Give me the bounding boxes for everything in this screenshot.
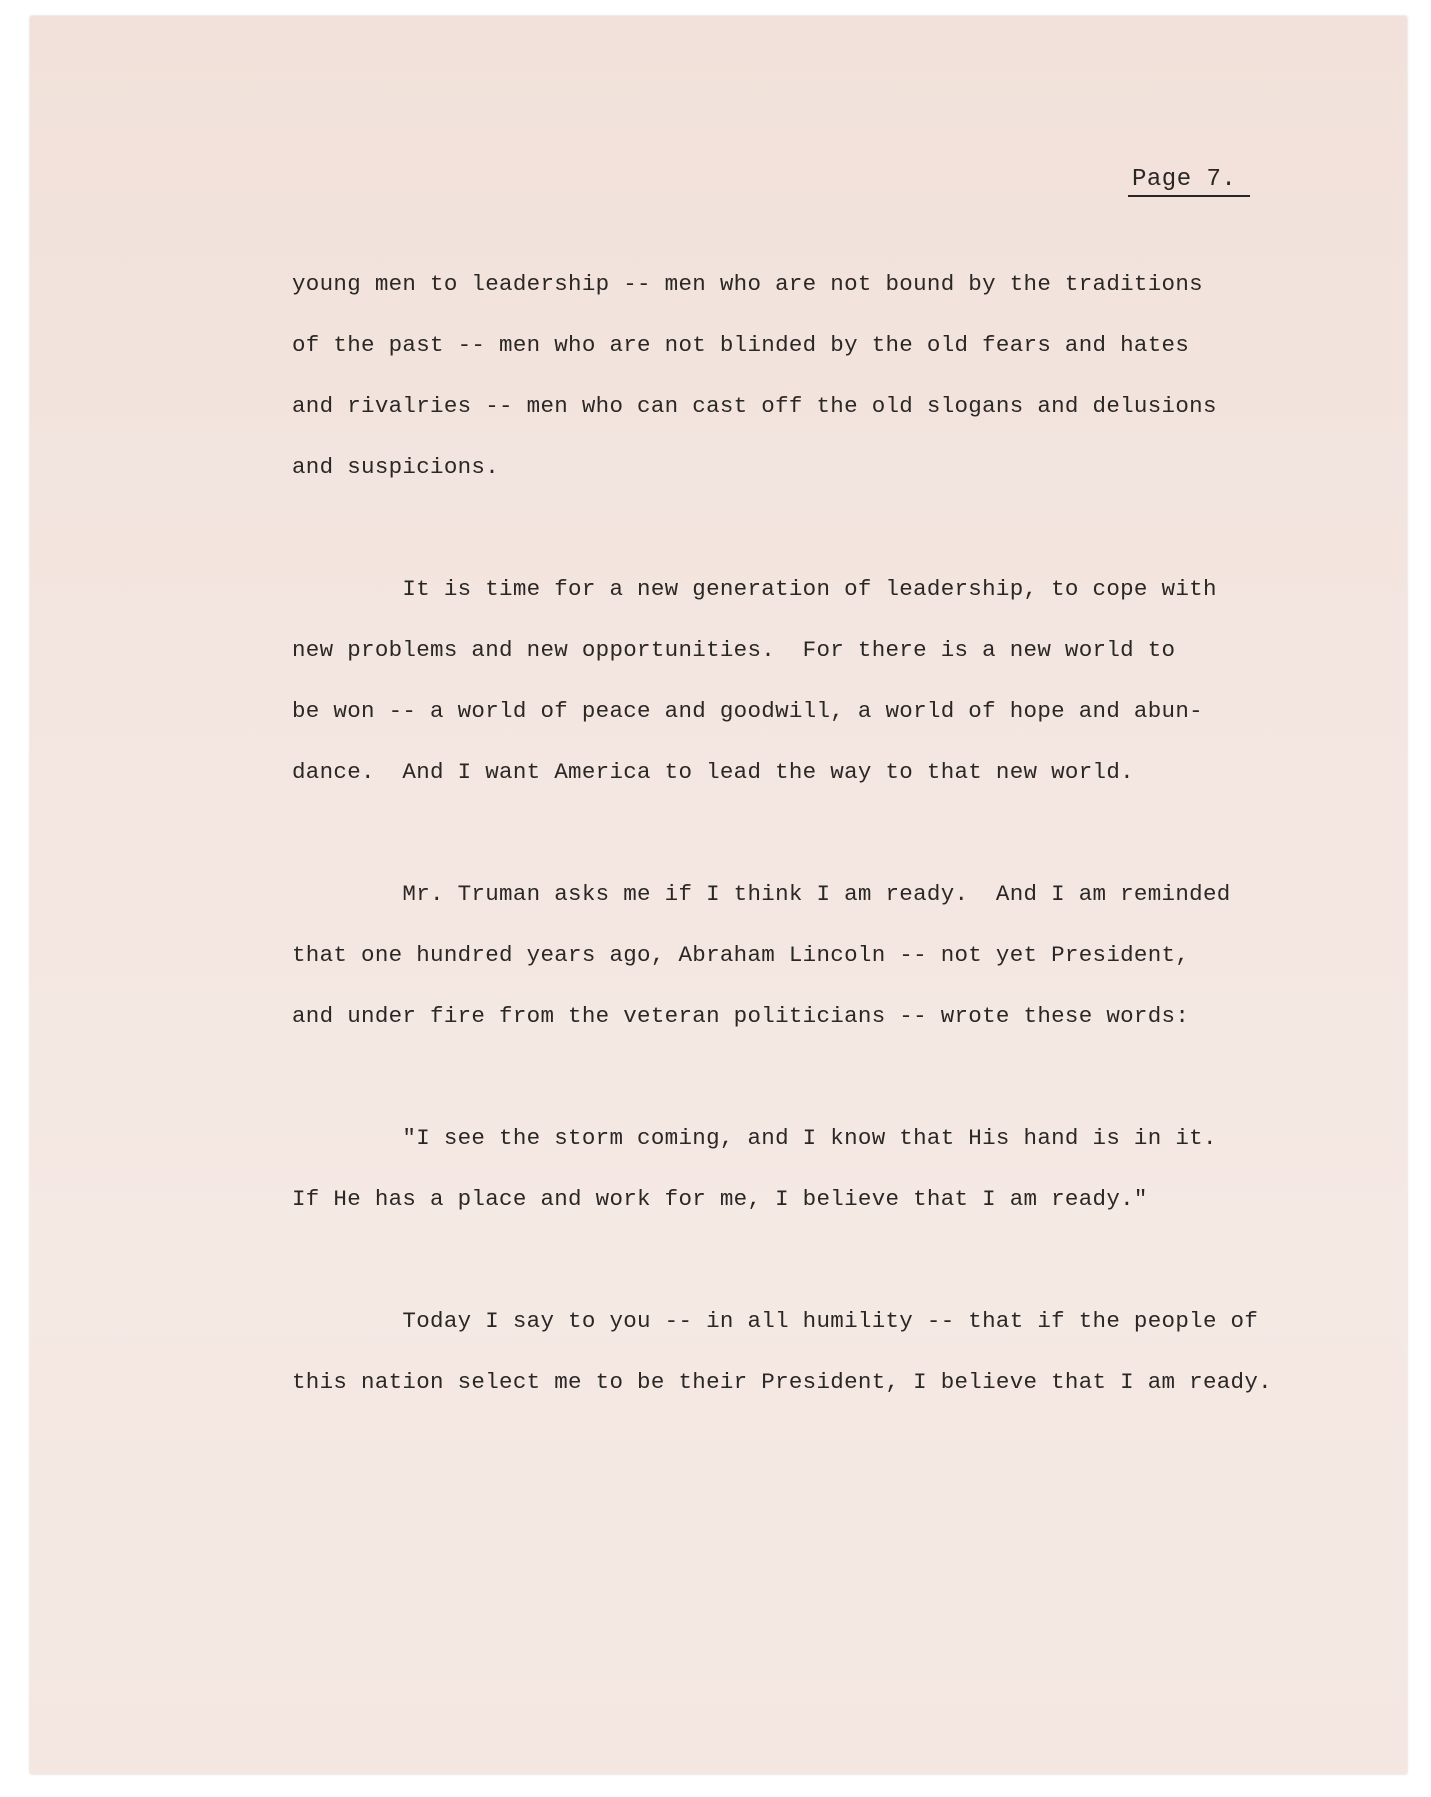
text-line: "I see the storm coming, and I know that His hand is in it. [292,1125,1217,1151]
text-line: of the past -- men who are not blinded by the old fears and hates [292,332,1190,358]
document-body [292,271,1302,1491]
text-line: that one hundred years ago, Abraham Lincoln -- not yet President, [292,942,1190,968]
text-line: Today I say to you -- in all humility -- that if the people of [292,1308,1259,1334]
text-line: If He has a place and work for me, I believe that I am ready." [292,1186,1148,1212]
text-line: It is time for a new generation of leadership, to cope with [292,576,1217,602]
text-line: young men to leadership -- men who are not bound by the traditions [292,271,1203,297]
text-line: new problems and new opportunities. For there is a new world to [292,637,1176,663]
paragraph [292,881,1302,1064]
page-number-underline [1128,195,1250,197]
paragraph [292,1308,1302,1430]
text-line: this nation select me to be their President, I believe that I am ready. [292,1369,1272,1395]
text-line: Mr. Truman asks me if I think I am ready. And I am reminded [292,881,1231,907]
text-line: be won -- a world of peace and goodwill, a world of hope and abun- [292,698,1203,724]
text-line: and rivalries -- men who can cast off the old slogans and delusions [292,393,1217,419]
quotation-paragraph [292,1125,1302,1247]
text-line: and under fire from the veteran politicians -- wrote these words: [292,1003,1190,1029]
paragraph [292,271,1302,515]
text-line: dance. And I want America to lead the way to that new world. [292,759,1134,785]
text-line: and suspicions. [292,454,500,480]
document-sheet [30,16,1407,1774]
page-number: Page 7. [1132,166,1237,193]
paragraph [292,576,1302,820]
